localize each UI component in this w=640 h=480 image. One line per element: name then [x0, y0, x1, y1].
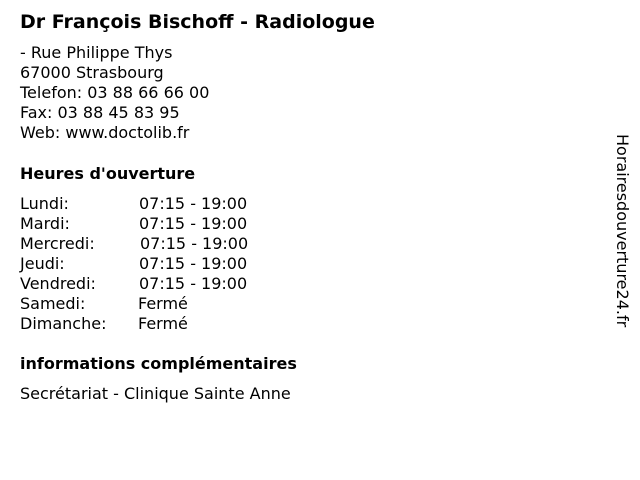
day-label: Samedi: [20, 294, 86, 313]
day-hours: 07:15 - 19:00 [140, 234, 249, 253]
address-web: Web: www.doctolib.fr [20, 123, 190, 142]
address-block [20, 43, 209, 143]
site-watermark [612, 134, 632, 344]
day-label: Lundi: [20, 194, 69, 213]
day-label: Jeudi: [20, 254, 65, 273]
address-street: - Rue Philippe Thys [20, 43, 173, 62]
day-label: Mercredi: [20, 234, 95, 253]
page-title: Dr François Bischoff - Radiologue [20, 11, 375, 33]
address-fax: Fax: 03 88 45 83 95 [20, 103, 180, 122]
additional-info-text: Secrétariat - Clinique Sainte Anne [20, 384, 291, 403]
additional-info-heading: informations complémentaires [20, 354, 297, 373]
day-hours: 07:15 - 19:00 [139, 254, 248, 273]
site-watermark-text: Horairesdouverture24.fr [613, 134, 632, 328]
day-label: Vendredi: [20, 274, 96, 293]
day-hours: 07:15 - 19:00 [139, 214, 248, 233]
day-hours: Fermé [138, 314, 188, 333]
day-label: Dimanche: [20, 314, 107, 333]
address-city: 67000 Strasbourg [20, 63, 164, 82]
address-phone: Telefon: 03 88 66 66 00 [20, 83, 210, 102]
day-hours: 07:15 - 19:00 [139, 274, 248, 293]
day-label: Mardi: [20, 214, 70, 233]
day-hours: 07:15 - 19:00 [139, 194, 248, 213]
opening-hours-heading: Heures d'ouverture [20, 164, 196, 183]
day-hours: Fermé [138, 294, 188, 313]
